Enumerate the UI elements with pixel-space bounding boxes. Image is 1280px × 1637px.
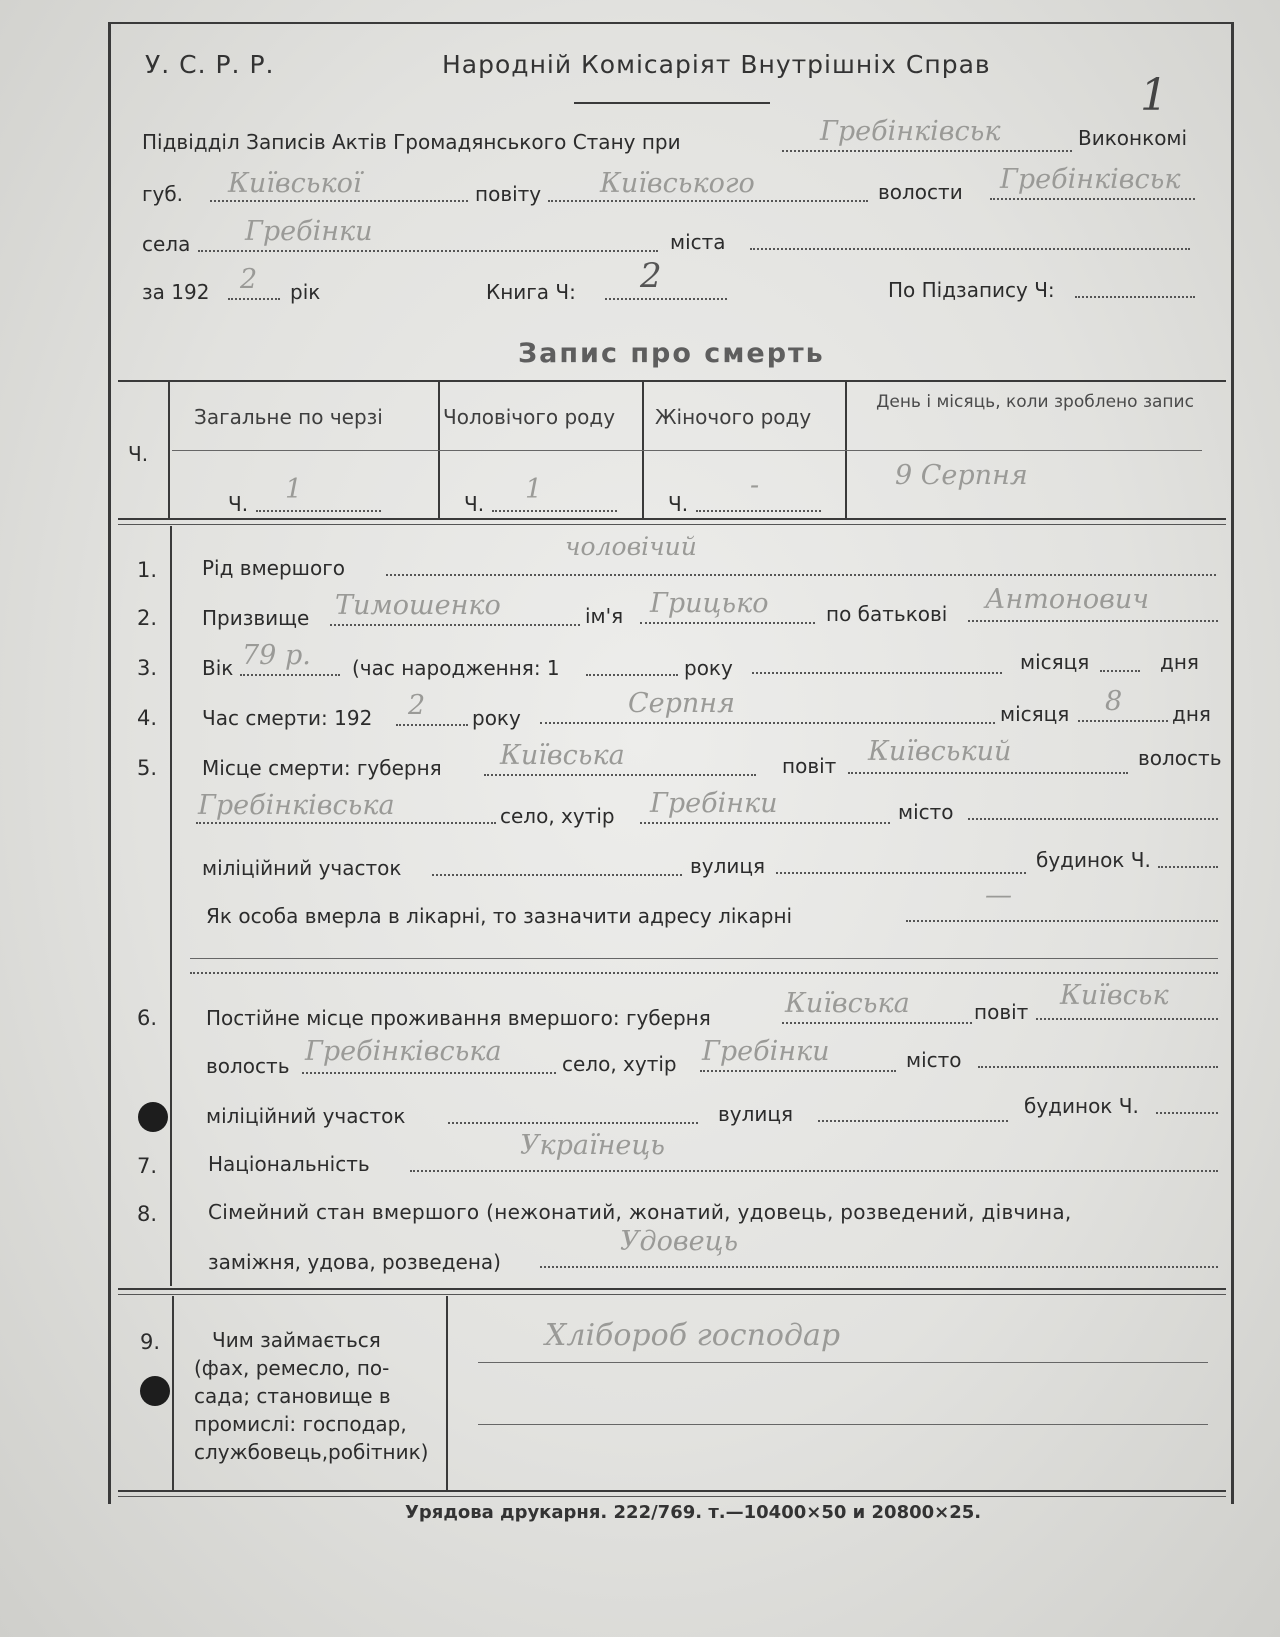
f9-label-line: сада; становище в	[194, 1384, 391, 1408]
f6-militia-line	[448, 1122, 698, 1124]
f5-volost-label: волость	[1138, 746, 1222, 770]
f6-selo-value: Гребінки	[702, 1036, 830, 1067]
f4-year-line	[396, 724, 468, 726]
box9-right-divider	[446, 1296, 448, 1490]
f6-selo-label: село, хутір	[562, 1052, 677, 1076]
f6-house-line	[1156, 1112, 1218, 1114]
f8-line	[540, 1266, 1218, 1268]
f6-street-line	[818, 1120, 1008, 1122]
f3-age-line	[240, 674, 340, 676]
f9-line-2	[478, 1424, 1208, 1425]
f5-street-line	[776, 872, 1026, 874]
f5-selo-value: Гребінки	[650, 788, 778, 819]
f5-street-label: вулиця	[690, 854, 766, 878]
subdept-line	[782, 150, 1072, 152]
f5-gub-label: Місце смерти: губерня	[202, 756, 442, 780]
f2-name-value: Грицько	[650, 588, 769, 619]
general-line	[256, 510, 381, 512]
section-rule-2	[118, 1294, 1226, 1295]
f5-misto-line	[968, 818, 1218, 820]
f4-month-line	[540, 722, 995, 724]
f2-patr-label: по батькові	[826, 602, 948, 626]
printer-footer: Урядова друкарня. 222/769. т.—10400×50 и 20800×25.	[405, 1502, 982, 1523]
f5-house-line	[1158, 866, 1218, 868]
executive-label: Виконкомі	[1078, 126, 1188, 150]
f4-day-value: 8	[1105, 686, 1123, 717]
male-ch: Ч.	[464, 492, 485, 516]
povit-line	[548, 200, 868, 202]
f6-militia-label: міліційний участок	[206, 1104, 406, 1128]
field-number: 6.	[137, 1006, 158, 1030]
f6-street-label: вулиця	[718, 1102, 794, 1126]
f5-povit-label: повіт	[782, 754, 837, 778]
f6-gub-line	[782, 1022, 972, 1024]
table-col-divider	[168, 382, 170, 518]
col-date-header: День і місяць, коли зроблено запис	[876, 392, 1194, 412]
table-top-rule	[118, 380, 1226, 382]
general-ch: Ч.	[228, 492, 249, 516]
f5-povit-line	[848, 772, 1128, 774]
f9-line-1	[478, 1362, 1208, 1363]
f2-patr-line	[968, 620, 1218, 622]
f8-label-2: заміжня, удова, розведена)	[208, 1250, 501, 1274]
field-number: 3.	[137, 656, 158, 680]
f7-label: Національність	[208, 1152, 370, 1176]
f3-day-line	[1100, 670, 1140, 672]
subrecord-line	[1075, 296, 1195, 298]
field-number: 9.	[140, 1330, 161, 1354]
record-title: Запис про смерть	[518, 338, 825, 369]
table-row-label: Ч.	[128, 442, 149, 466]
subdept-value: Гребінківськ	[820, 116, 1001, 147]
f6-selo-line	[700, 1070, 896, 1072]
book-label: Книга Ч:	[486, 280, 576, 304]
f9-label-line: (фах, ремесло, по-	[194, 1356, 390, 1380]
field-number: 1.	[137, 558, 158, 582]
year-line	[228, 298, 280, 300]
f5-hospital-line-2	[190, 958, 1218, 959]
col-male-header: Чоловічого роду	[443, 405, 616, 429]
col-general-header: Загальне по черзі	[194, 405, 383, 429]
povit-label: повіту	[475, 182, 542, 206]
f8-value: Удовець	[620, 1226, 739, 1257]
f5-volost-line	[196, 822, 496, 824]
f9-value: Хлібороб господар	[545, 1318, 841, 1353]
female-line	[696, 510, 821, 512]
f4-month-label: місяця	[1000, 702, 1070, 726]
field-number: 5.	[137, 756, 158, 780]
gub-line	[210, 200, 468, 202]
punch-hole	[140, 1376, 170, 1406]
table-bottom-rule-2	[118, 524, 1226, 525]
volost-value: Гребінківськ	[1000, 164, 1181, 195]
f6-volost-line	[302, 1072, 556, 1074]
f4-year-label: року	[472, 706, 521, 730]
selo-line	[198, 250, 658, 252]
f3-year-label: року	[684, 656, 733, 680]
f5-militia-label: міліційний участок	[202, 856, 402, 880]
punch-hole	[138, 1102, 168, 1132]
f6-povit-label: повіт	[974, 1000, 1029, 1024]
f3-month-label: місяця	[1020, 650, 1090, 674]
f3-month-line	[752, 672, 1002, 674]
f7-value: Українець	[520, 1130, 665, 1161]
field-number: 8.	[137, 1202, 158, 1226]
gub-label: губ.	[142, 182, 184, 206]
f7-line	[410, 1170, 1218, 1172]
male-value: 1	[525, 474, 543, 505]
f3-age-label: Вік	[202, 656, 234, 680]
f5-gub-value: Київська	[500, 740, 625, 771]
f9-label-line: промислі: господар,	[194, 1412, 407, 1436]
povit-value: Київського	[600, 168, 755, 199]
f1-line	[386, 574, 1216, 576]
form-bottom-rule	[118, 1490, 1226, 1492]
subrecord-label: По Підзапису Ч:	[888, 278, 1055, 302]
f6-povit-line	[1036, 1018, 1218, 1020]
f3-day-label: дня	[1160, 650, 1199, 674]
f5-misto-label: місто	[898, 800, 954, 824]
field-number: 4.	[137, 706, 158, 730]
ministry-heading: Народній Комісаріят Внутрішніх Справ	[442, 50, 991, 79]
f6-house-label: будинок Ч.	[1024, 1094, 1139, 1118]
f6-gub-label: Постійне місце проживання вмершого: губерня	[206, 1006, 711, 1030]
f4-day-label: дня	[1172, 702, 1211, 726]
fields-number-divider	[170, 526, 172, 1286]
book-line	[605, 298, 727, 300]
year-value: 2	[240, 264, 258, 295]
f3-age-value: 79 р.	[242, 640, 311, 671]
f4-day-line	[1078, 720, 1168, 722]
form-bottom-rule-2	[118, 1496, 1226, 1497]
f2-surname-value: Тимошенко	[335, 590, 501, 621]
f8-label-1: Сімейний стан вмершого (нежонатий, жонатий, удовець, розведений, дівчина,	[208, 1200, 1072, 1224]
volost-label: волости	[878, 180, 963, 204]
female-value: -	[750, 470, 760, 501]
f5-selo-label: село, хутір	[500, 804, 615, 828]
corner-mark: 1	[1140, 70, 1168, 121]
f2-name-label: ім'я	[585, 604, 624, 628]
male-line	[492, 510, 617, 512]
col-female-header: Жіночого роду	[655, 405, 812, 429]
f5-hospital-label: Як особа вмерла в лікарні, то зазначити адресу лікарні	[206, 904, 793, 928]
f4-label: Час смерти: 192	[202, 706, 373, 730]
general-value: 1	[285, 474, 303, 505]
rik-label: рік	[290, 280, 321, 304]
f5-hospital-value: —	[985, 880, 1012, 911]
f5-povit-value: Київський	[868, 736, 1012, 767]
volost-line	[990, 198, 1195, 200]
f9-label-line: службовець,робітник)	[194, 1440, 429, 1464]
f2-name-line	[640, 622, 815, 624]
field-number: 2.	[137, 606, 158, 630]
f4-year-value: 2	[408, 690, 426, 721]
f1-label: Рід вмершого	[202, 556, 345, 580]
f3-birth-label: (час народження: 1	[352, 656, 560, 680]
f2-surname-label: Призвище	[202, 606, 310, 630]
f5-house-label: будинок Ч.	[1036, 848, 1151, 872]
f9-label	[194, 1326, 428, 1466]
f6-misto-label: місто	[906, 1048, 962, 1072]
female-ch: Ч.	[668, 492, 689, 516]
table-header-rule	[172, 450, 1202, 451]
f2-surname-line	[330, 624, 580, 626]
f3-birth-line	[586, 674, 678, 676]
book-value: 2	[640, 256, 662, 296]
state-heading: У. С. Р. Р.	[145, 50, 275, 79]
f6-povit-value: Київськ	[1060, 980, 1169, 1011]
section-rule	[118, 1288, 1226, 1290]
f9-label-line: Чим займається	[212, 1328, 381, 1352]
f1-value: чоловічий	[565, 532, 697, 561]
f5-militia-line	[432, 874, 682, 876]
f5-selo-line	[640, 822, 890, 824]
f5-hospital-line-3	[190, 972, 1218, 974]
f6-gub-value: Київська	[785, 988, 910, 1019]
table-bottom-rule	[118, 518, 1226, 520]
f4-month-value: Серпня	[628, 688, 735, 719]
date-value: 9 Серпня	[895, 460, 1028, 491]
gub-value: Київської	[228, 168, 362, 199]
field-number: 7.	[137, 1154, 158, 1178]
f5-volost-value: Гребінківська	[198, 790, 395, 821]
year-label: за 192	[142, 280, 210, 304]
selo-value: Гребінки	[245, 216, 373, 247]
selo-label: села	[142, 232, 191, 256]
box9-left-divider	[172, 1296, 174, 1490]
f6-misto-line	[978, 1066, 1218, 1068]
f5-hospital-line	[906, 920, 1218, 922]
f6-volost-label: волость	[206, 1054, 290, 1078]
header-rule	[574, 102, 770, 104]
mista-line	[750, 248, 1190, 250]
f5-gub-line	[484, 774, 756, 776]
f6-volost-value: Гребінківська	[305, 1036, 502, 1067]
mista-label: міста	[670, 230, 726, 254]
subdept-label: Підвідділ Записів Актів Громадянського Стану при	[142, 130, 681, 154]
f2-patr-value: Антонович	[985, 584, 1150, 615]
